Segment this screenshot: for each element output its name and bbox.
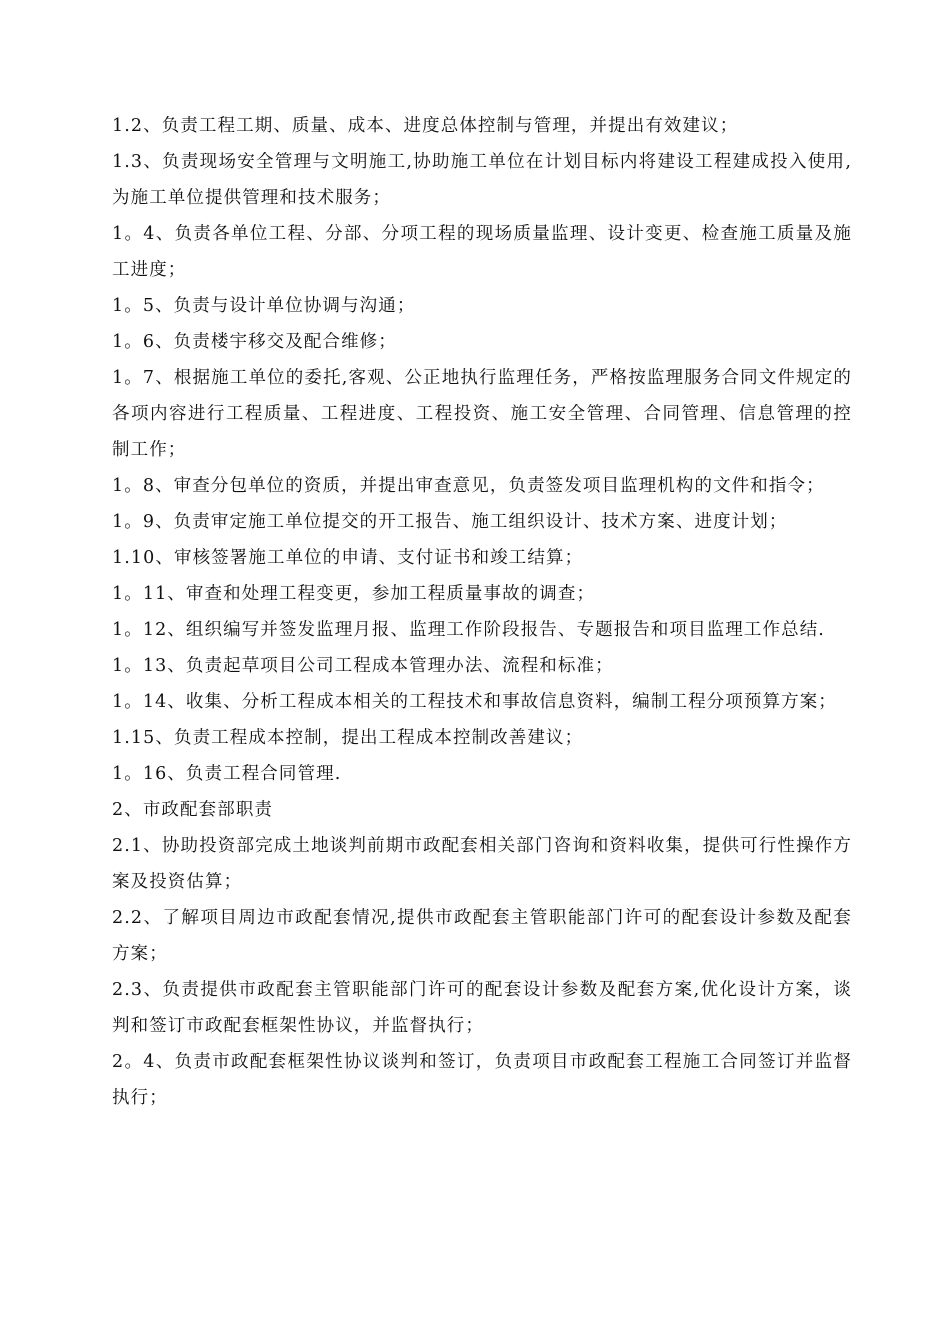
paragraph: 1。5、负责与设计单位协调与沟通； — [112, 296, 416, 316]
paragraph: 1.3、负责现场安全管理与文明施工,协助施工单位在计划目标内将建设工程建成投入使用,为施工单位提供管理和技术服务； — [112, 152, 852, 208]
paragraph: 2.3、负责提供市政配套主管职能部门许可的配套设计参数及配套方案,优化设计方案，谈判和签订市政配套框架性协议，并监督执行； — [112, 980, 852, 1036]
paragraph: 2.1、协助投资部完成土地谈判前期市政配套相关部门咨询和资料收集，提供可行性操作方案及投资估算； — [112, 836, 852, 892]
paragraph: 1。8、审查分包单位的资质，并提出审查意见，负责签发项目监理机构的文件和指令； — [112, 476, 825, 496]
paragraph: 1。12、组织编写并签发监理月报、监理工作阶段报告、专题报告和项目监理工作总结. — [112, 620, 825, 640]
paragraph: 1。13、负责起草项目公司工程成本管理办法、流程和标准； — [112, 656, 614, 676]
paragraph: 2。4、负责市政配套框架性协议谈判和签订，负责项目市政配套工程施工合同签订并监督执行； — [112, 1052, 852, 1108]
paragraph: 1.15、负责工程成本控制，提出工程成本控制改善建议； — [112, 728, 584, 748]
paragraph: 1。7、根据施工单位的委托,客观、公正地执行监理任务，严格按监理服务合同文件规定的各项内容进行工程质量、工程进度、工程投资、施工安全管理、合同管理、信息管理的控制工作； — [112, 368, 852, 460]
paragraph: 1.10、审核签署施工单位的申请、支付证书和竣工结算； — [112, 548, 584, 568]
document-body — [112, 108, 852, 1116]
paragraph: 1.2、负责工程工期、质量、成本、进度总体控制与管理，并提出有效建议； — [112, 116, 739, 136]
paragraph: 1。6、负责楼宇移交及配合维修； — [112, 332, 397, 352]
paragraph: 1。9、负责审定施工单位提交的开工报告、施工组织设计、技术方案、进度计划； — [112, 512, 788, 532]
paragraph: 1。11、审查和处理工程变更，参加工程质量事故的调查； — [112, 584, 596, 604]
paragraph: 1。4、负责各单位工程、分部、分项工程的现场质量监理、设计变更、检查施工质量及施工进度； — [112, 224, 852, 280]
paragraph: 2.2、了解项目周边市政配套情况,提供市政配套主管职能部门许可的配套设计参数及配套方案； — [112, 908, 852, 964]
paragraph: 1。14、收集、分析工程成本相关的工程技术和事故信息资料，编制工程分项预算方案； — [112, 692, 837, 712]
section-heading: 2、市政配套部职责 — [112, 800, 274, 820]
paragraph: 1。16、负责工程合同管理. — [112, 764, 342, 784]
